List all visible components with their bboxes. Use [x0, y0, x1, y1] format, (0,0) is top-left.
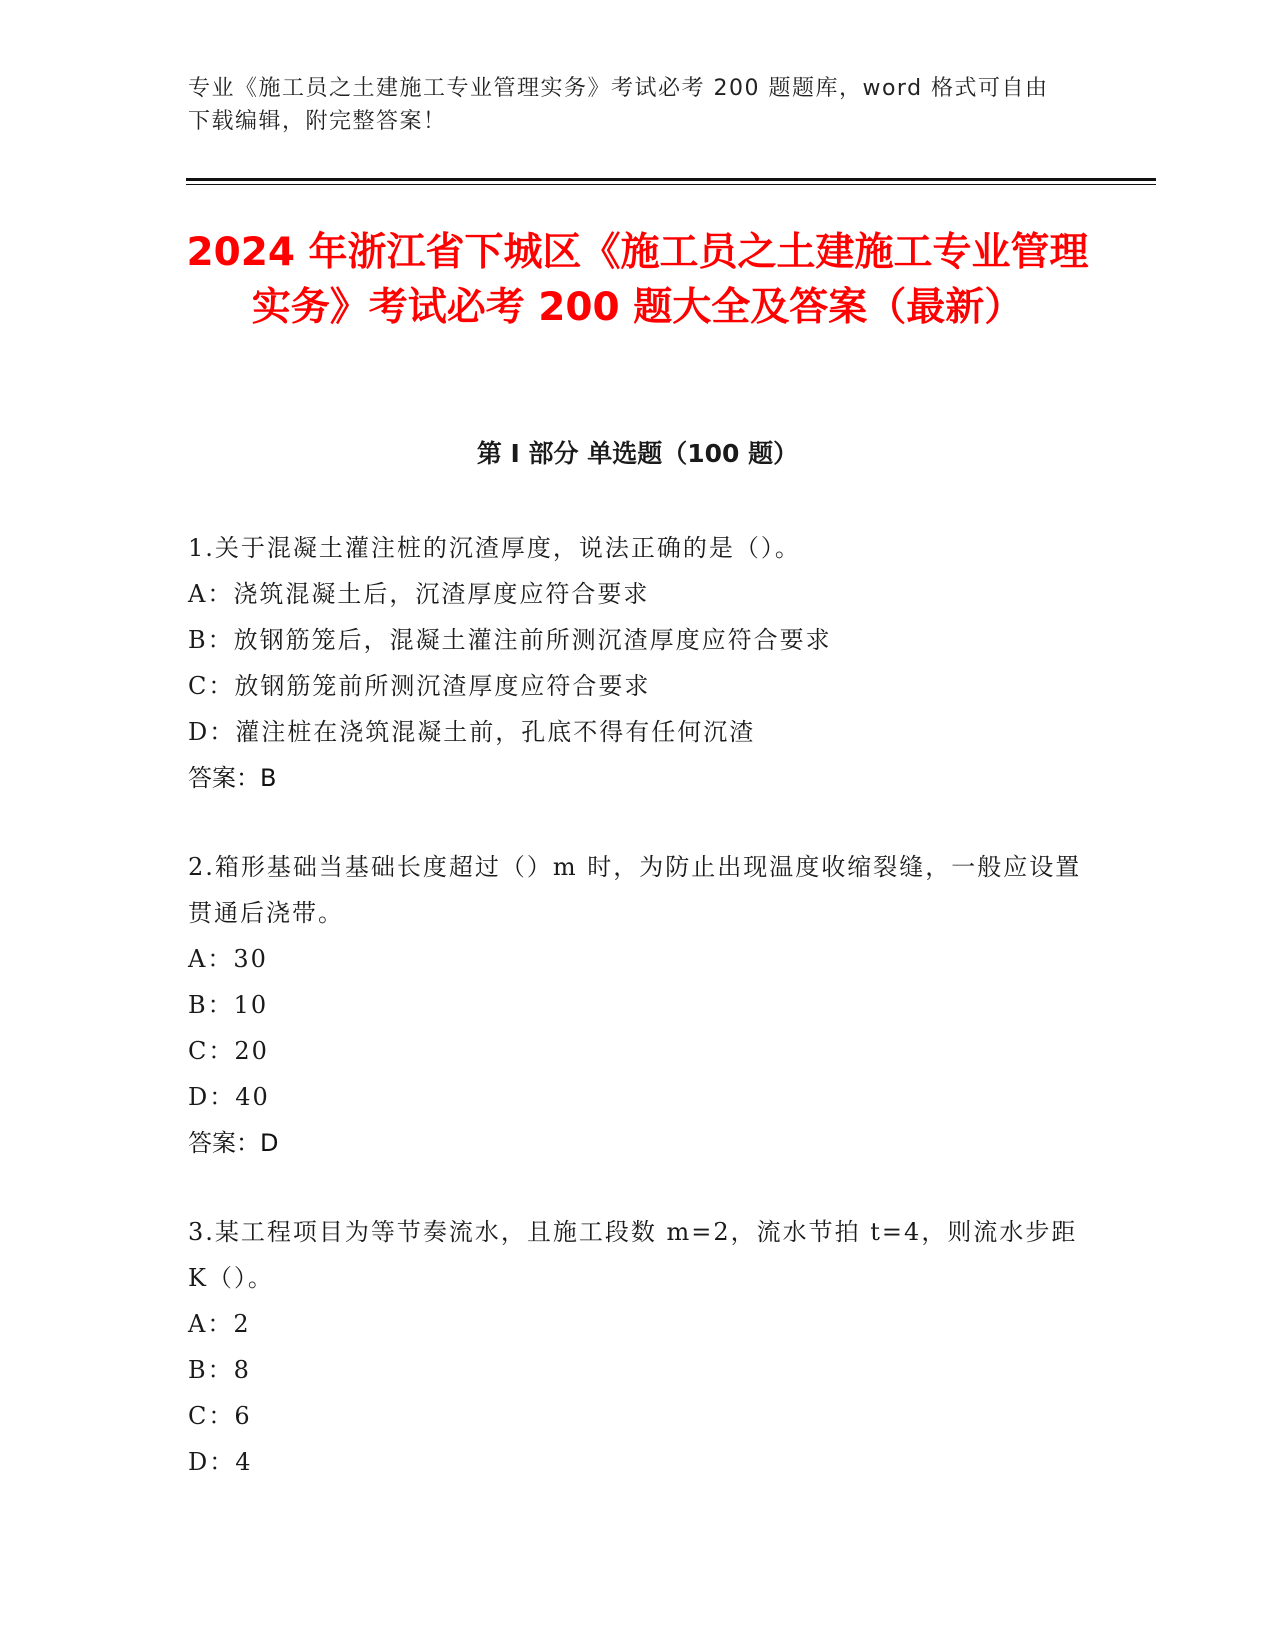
document-title: 2024 年浙江省下城区《施工员之土建施工专业管理实务》考试必考 200 题大全及答案（最新） [186, 230, 1089, 330]
option-a: A：2 [188, 1310, 251, 1338]
option-d: D：4 [188, 1448, 253, 1476]
header-divider-thick [186, 178, 1156, 181]
question-2 [188, 844, 1088, 1166]
option-b: B：8 [188, 1356, 251, 1384]
question-stem: 3.某工程项目为等节奏流水，且施工段数 m=2，流水节拍 t=4，则流水步距 K（）。 [188, 1218, 1078, 1292]
answer-line: 答案：D [188, 1129, 279, 1157]
question-stem: 2.箱形基础当基础长度超过（）m 时，为防止出现温度收缩裂缝，一般应设置贯通后浇带。 [188, 853, 1082, 927]
header-divider-thin [186, 184, 1156, 185]
answer-line: 答案：B [188, 764, 277, 792]
question-list [188, 525, 1088, 1528]
question-stem: 1.关于混凝土灌注桩的沉渣厚度，说法正确的是（）。 [188, 534, 801, 562]
option-d: D：40 [188, 1083, 270, 1111]
option-a: A：30 [188, 945, 268, 973]
section-heading: 第 I 部分 单选题（100 题） [476, 439, 799, 468]
option-a: A：浇筑混凝土后，沉渣厚度应符合要求 [188, 580, 650, 608]
option-b: B：放钢筋笼后，混凝土灌注前所测沉渣厚度应符合要求 [188, 626, 832, 654]
question-3 [188, 1209, 1088, 1485]
option-b: B：10 [188, 991, 269, 1019]
header-note: 专业《施工员之土建施工专业管理实务》考试必考 200 题题库，word 格式可自由下载编辑，附完整答案！ [188, 76, 1049, 134]
option-c: C：6 [188, 1402, 252, 1430]
option-c: C：放钢筋笼前所测沉渣厚度应符合要求 [188, 672, 651, 700]
question-1 [188, 525, 1088, 801]
option-c: C：20 [188, 1037, 269, 1065]
option-d: D：灌注桩在浇筑混凝土前，孔底不得有任何沉渣 [188, 718, 756, 746]
